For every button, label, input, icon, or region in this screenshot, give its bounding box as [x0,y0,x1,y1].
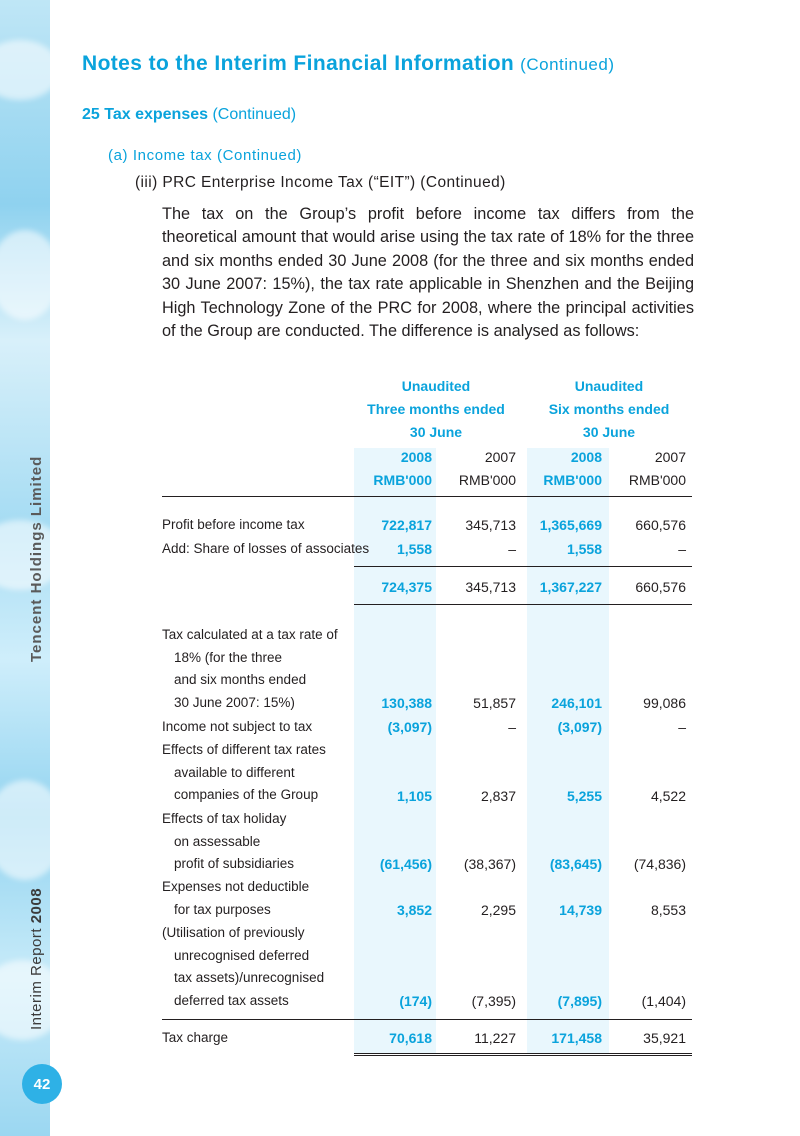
subtotal-rule [354,566,692,567]
cell: 4,522 [650,788,686,804]
header-six-months [529,375,689,444]
page-title-continued: (Continued) [520,55,615,74]
label-line: Effects of tax holiday [162,811,287,826]
cell: 8,553 [650,902,686,918]
label-line: and six months ended [174,672,307,688]
label-line: unrecognised deferred [174,947,310,963]
label-line: on assessable [174,833,261,849]
sidebar-company-name: Tencent Holdings Limited [28,455,45,662]
label-line: Income not subject to tax [162,719,313,734]
subsection-a: (a) Income tax (Continued) [108,147,303,164]
cell: 1,558 [396,541,432,557]
cell: 246,101 [551,695,602,711]
cell: 345,713 [465,579,516,595]
cloud-decoration [0,40,60,100]
subtotal-underline [354,604,692,605]
cell: 1,558 [566,541,602,557]
section-title: 25 Tax expenses [82,106,209,123]
section-continued: (Continued) [212,106,297,123]
cell: – [678,541,686,557]
subsection-iii: (iii) PRC Enterprise Income Tax (“EIT”) (Continued) [135,174,506,191]
cell: 171,458 [551,1030,602,1046]
label-line: for tax purposes [174,901,271,917]
cell: (61,456) [379,856,432,872]
cell: 70,618 [389,1030,432,1046]
cell: 35,921 [643,1030,686,1046]
page-title [82,52,615,76]
cell: 345,713 [465,517,516,533]
cell: (83,645) [549,856,602,872]
label-line: companies of the Group [174,787,319,803]
row-label-different-rates [162,739,326,807]
label-line: (Utilisation of previously [162,925,305,940]
label-line: Add: Share of losses of associates [162,541,370,556]
col-unit: RMB'000 [628,472,686,488]
cell: (174) [399,993,432,1009]
cloud-decoration [0,780,65,880]
header-unaudited: Unaudited [401,378,471,394]
header-date: 30 June [582,424,636,440]
col-year-2007-three: 2007 [484,449,516,465]
cell: 660,576 [635,517,686,533]
header-period: Three months ended [367,401,505,417]
col-year-2008-three: 2008 [400,449,432,465]
cell: (38,367) [463,856,516,872]
col-unit: RMB'000 [543,472,602,488]
header-rule [162,496,692,497]
row-label-associates [162,538,369,561]
label-line: Tax calculated at a tax rate of [162,627,338,642]
col-year-2008-six: 2008 [570,449,602,465]
cell: 2,295 [480,902,516,918]
row-label-tax-holiday [162,808,294,876]
col-unit: RMB'000 [373,472,432,488]
section-heading [82,106,296,124]
cell: 5,255 [566,788,602,804]
header-date: 30 June [409,424,463,440]
row-label-deferred-tax [162,922,324,1012]
row-label-tax-calculated [162,624,338,714]
cell: 2,837 [480,788,516,804]
cell: 722,817 [381,517,432,533]
label-line: profit of subsidiaries [174,856,295,872]
cell: (3,097) [557,719,602,735]
label-line: Profit before income tax [162,517,305,532]
cell: 3,852 [396,902,432,918]
row-label-tax-charge [162,1027,228,1050]
cell: – [508,719,516,735]
cell: (3,097) [387,719,432,735]
label-line: Effects of different tax rates [162,742,326,757]
report-prefix: Interim Report [28,927,45,1030]
label-line: Expenses not deductible [162,879,310,894]
cloud-decoration [0,230,60,320]
label-line: 30 June 2007: 15%) [174,694,295,710]
cell: (1,404) [641,993,686,1009]
cell: 1,105 [396,788,432,804]
total-double-underline [354,1053,692,1056]
col-unit: RMB'000 [458,472,516,488]
row-label-expenses-not-deductible [162,876,309,921]
label-line: Tax charge [162,1030,229,1045]
cell: – [508,541,516,557]
body-paragraph: The tax on the Group’s profit before income tax differs from the theoretical amount that would arise using the tax rate of 18% for the three and six months ended 30 June 2008 (for the three and six months ended 30 June 2007: 15%), the tax rate applicable in Shenzhen and the Beijing High Technology Zone of the PRC for 2008, where the principal activities of the Group are conducted. The difference is analysed as follows: [162,205,694,341]
cell: 11,227 [474,1030,516,1046]
col-year-2007-six: 2007 [654,449,686,465]
header-period: Six months ended [548,401,670,417]
cell: 51,857 [473,695,516,711]
label-line: deferred tax assets [174,992,289,1008]
label-line: 18% (for the three [174,649,283,665]
row-label-profit [162,514,305,537]
cell: (7,895) [557,993,602,1009]
page-number-badge: 42 [22,1064,62,1104]
header-three-months [356,375,516,444]
cell: 14,739 [559,902,602,918]
header-unaudited: Unaudited [574,378,644,394]
cell: 1,367,227 [539,579,602,595]
label-line: tax assets)/unrecognised [174,970,325,986]
page-title-text: Notes to the Interim Financial Information [82,52,515,75]
cell: 724,375 [381,579,432,595]
cell: 660,576 [635,579,686,595]
cell: (7,395) [471,993,516,1009]
label-line: available to different [174,764,295,780]
sidebar-report-title [28,888,45,1030]
total-rule [162,1019,692,1020]
report-year: 2008 [28,887,45,924]
cell: 99,086 [643,695,686,711]
cell: 1,365,669 [539,517,602,533]
cell: 130,388 [381,695,432,711]
cell: – [678,719,686,735]
row-label-income-not-subject [162,716,312,739]
cell: (74,836) [633,856,686,872]
